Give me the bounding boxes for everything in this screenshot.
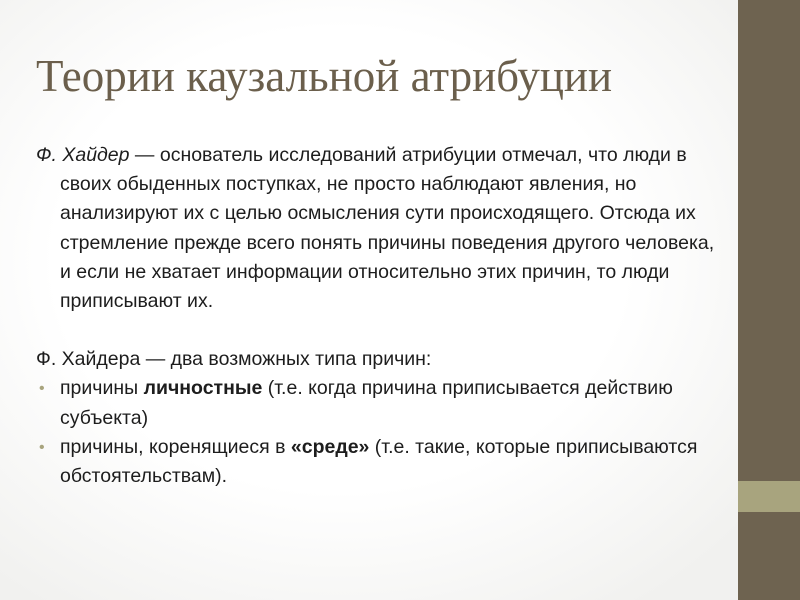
bullet-text-after: (т.е. когда причина приписывается действию субъекта) xyxy=(60,377,673,429)
bullet-icon: • xyxy=(39,438,45,456)
list-item xyxy=(36,433,728,491)
types-heading: Ф. Хайдера — два возможных типа причин: xyxy=(36,348,432,371)
sidebar-decoration-top xyxy=(738,0,800,481)
bullet-text-after: (т.е. такие, которые приписываются обстоятельствам). xyxy=(60,435,698,488)
list-item xyxy=(36,374,728,432)
spacer xyxy=(36,316,728,345)
bullet-text-bold: личностные xyxy=(143,377,263,400)
intro-author: Ф. Хайдер xyxy=(36,144,130,166)
bullet-text-bold: «среде» xyxy=(290,435,370,458)
bullet-text-before: причины, коренящиеся в xyxy=(60,435,291,458)
bullet-list xyxy=(36,374,728,491)
slide-title: Теории каузальной атрибуции xyxy=(36,51,613,101)
sidebar-decoration-bottom xyxy=(738,512,800,600)
intro-paragraph xyxy=(36,141,728,316)
bullet-icon: • xyxy=(39,380,45,398)
intro-text: — основатель исследований атрибуции отмечал, что люди в своих обыденных поступках, не просто наблюдают явления, но анализируют их с целью осмысления сути происходящего. Отсюда их стремление прежде всего понять причины поведения другого человека, и если не хватает информации относительно этих причин, то люди приписывают их. xyxy=(60,144,715,313)
sidebar-decoration-accent xyxy=(738,481,800,512)
bullet-text-before: причины xyxy=(60,377,144,400)
slide-content xyxy=(36,141,728,491)
